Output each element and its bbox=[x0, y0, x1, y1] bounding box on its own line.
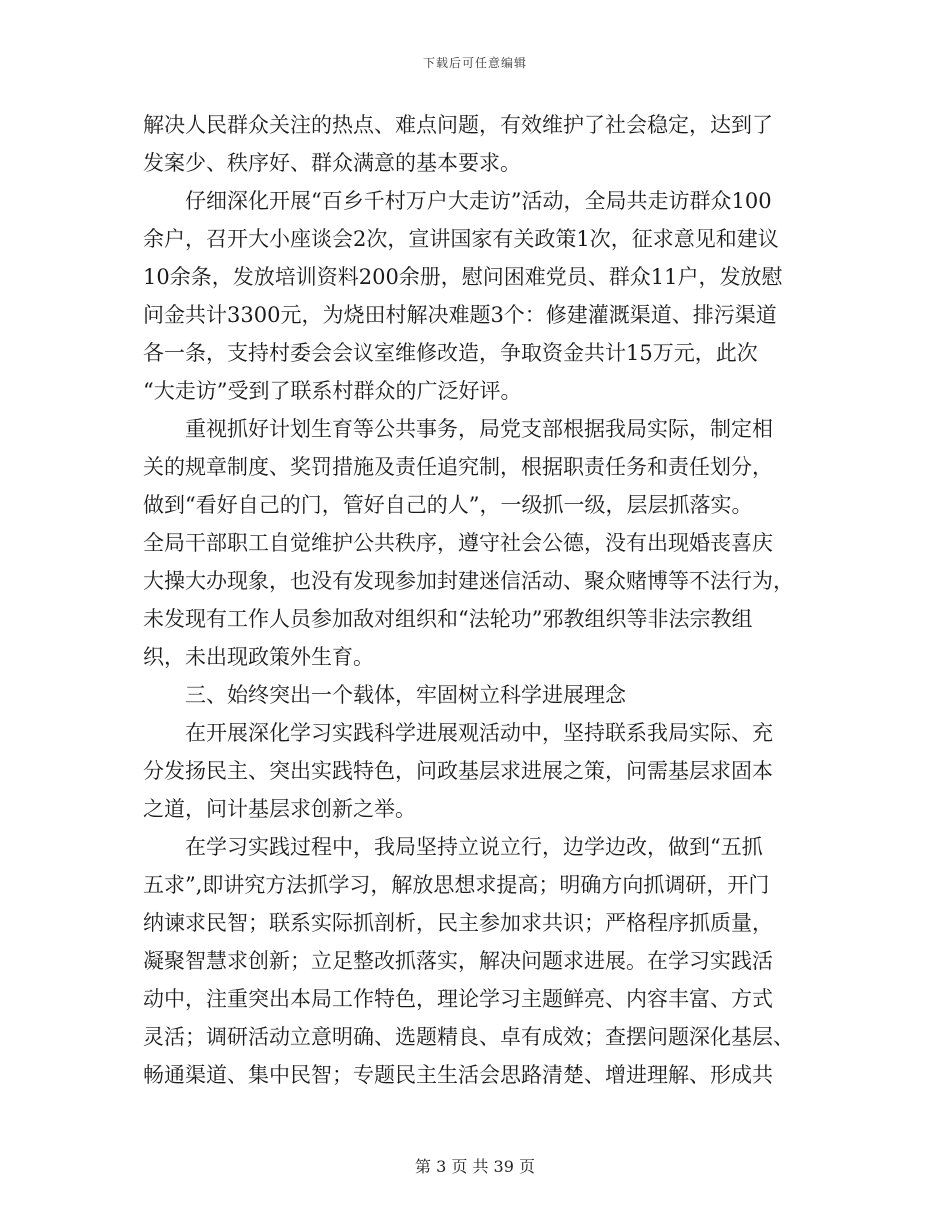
page-number: 第 3 页 共 39 页 bbox=[415, 1157, 535, 1176]
text-line: 发案少、秩序好、群众满意的基本要求。 bbox=[143, 151, 521, 175]
document-body bbox=[143, 106, 815, 1094]
text-line: 分发扬民主、突出实践特色，问政基层求进展之策，问需基层求固本 bbox=[143, 759, 773, 783]
paragraph-start-line: 重视抓好计划生育等公共事务，局党支部根据我局实际，制定相 bbox=[185, 417, 773, 441]
text-line: 全局干部职工自觉维护公共秩序，遵守社会公德，没有出现婚丧喜庆 bbox=[143, 531, 773, 555]
text-line: 10余条，发放培训资料200余册，慰问困难党员、群众11户，发放慰 bbox=[143, 265, 783, 289]
paragraph-start-line: 在学习实践过程中，我局坚持立说立行，边学边改，做到“五抓 bbox=[185, 835, 763, 859]
text-line: 各一条，支持村委会会议室维修改造，争取资金共计15万元，此次 bbox=[143, 341, 758, 365]
page-header-note: 下载后可任意编辑 bbox=[422, 56, 527, 70]
text-line: 畅通渠道、集中民智；专题民主生活会思路清楚、增进理解、形成共 bbox=[143, 1063, 773, 1087]
text-line: 织，未出现政策外生育。 bbox=[143, 645, 374, 669]
text-line: 纳谏求民智；联系实际抓剖析，民主参加求共识；严格程序抓质量， bbox=[143, 911, 773, 935]
text-line: 问金共计3300元，为烧田村解决难题3个：修建灌溉渠道、排污渠道 bbox=[143, 303, 777, 327]
text-line: “大走访”受到了联系村群众的广泛好评。 bbox=[143, 379, 522, 403]
text-line: 凝聚智慧求创新；立足整改抓落实，解决问题求进展。在学习实践活 bbox=[143, 949, 773, 973]
text-line: 余户，召开大小座谈会2次，宣讲国家有关政策1次，征求意见和建议 bbox=[143, 227, 779, 251]
section-heading: 三、始终突出一个载体，牢固树立科学进展理念 bbox=[185, 683, 626, 707]
text-line: 关的规章制度、奖罚措施及责任追究制，根据职责任务和责任划分， bbox=[143, 455, 773, 479]
text-line: 大操大办现象，也没有发现参加封建迷信活动、聚众赌博等不法行为， bbox=[143, 569, 794, 593]
text-line: 动中，注重突出本局工作特色，理论学习主题鲜亮、内容丰富、方式 bbox=[143, 987, 773, 1011]
text-line: 灵活；调研活动立意明确、选题精良、卓有成效；查摆问题深化基层、 bbox=[143, 1025, 794, 1049]
text-line: 五求”,即讲究方法抓学习，解放思想求提高；明确方向抓调研，开门 bbox=[143, 873, 770, 897]
text-line: 未发现有工作人员参加敌对组织和“法轮功”邪教组织等非法宗教组 bbox=[143, 607, 753, 631]
paragraph-start-line: 仔细深化开展“百乡千村万户大走访”活动，全局共走访群众100 bbox=[185, 189, 772, 213]
text-line: 之道，问计基层求创新之举。 bbox=[143, 797, 416, 821]
text-line: 做到“看好自己的门，管好自己的人”，一级抓一级，层层抓落实。 bbox=[143, 493, 753, 517]
text-line: 解决人民群众关注的热点、难点问题，有效维护了社会稳定，达到了 bbox=[143, 113, 773, 137]
paragraph-start-line: 在开展深化学习实践科学进展观活动中，坚持联系我局实际、充 bbox=[185, 721, 773, 745]
